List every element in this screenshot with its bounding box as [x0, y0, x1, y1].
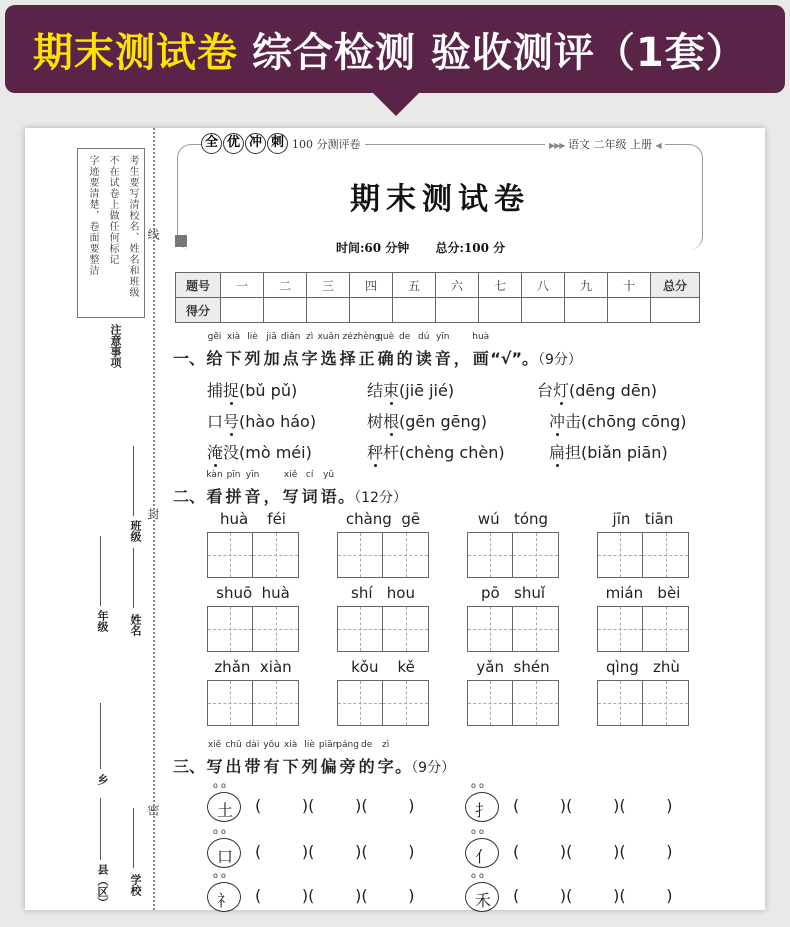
- question-prefix: 三、: [173, 757, 206, 776]
- item-reading[interactable]: 没(mò méi): [223, 443, 312, 462]
- radical-char: 口: [216, 847, 233, 866]
- grid-cell[interactable]: [513, 607, 558, 651]
- ruby-char: 点 diǎn: [280, 332, 301, 368]
- snail-radical-icon: [205, 781, 245, 824]
- ruby-pinyin: zì: [382, 740, 390, 750]
- score-cell[interactable]: [393, 298, 436, 323]
- grid-cell[interactable]: [598, 681, 643, 725]
- ruby-pinyin: xiě: [207, 740, 222, 750]
- brand-char: 全: [201, 133, 222, 154]
- grid-cell[interactable]: [643, 533, 688, 577]
- question-words: [205, 470, 338, 506]
- question-number: 四: [350, 273, 393, 298]
- ruby-pinyin: dú: [417, 332, 430, 342]
- class-label: 班级: [129, 520, 142, 542]
- question-tail: 。: [338, 487, 355, 506]
- dotted-char: 灯: [553, 378, 569, 401]
- question-1-title: [173, 332, 582, 369]
- snail-antenna: o: [479, 827, 484, 836]
- notice-box: [77, 148, 145, 318]
- writing-grid[interactable]: [597, 680, 689, 726]
- ruby-char: 给 gěi: [206, 332, 223, 368]
- ruby-char: 选 xuǎn: [317, 332, 340, 368]
- ruby-char: 写 xiě: [282, 470, 299, 506]
- answer-blanks[interactable]: ( )( )( ): [255, 842, 415, 861]
- question-score: （9分）: [537, 352, 582, 368]
- choice-item: [549, 440, 668, 463]
- snail-antenna: o: [471, 871, 476, 880]
- item-reading[interactable]: (bǔ pǔ): [239, 381, 298, 400]
- pinyin-prompt: pō shuǐ: [481, 584, 545, 602]
- notice-line-2: 不在试卷上做任何标记: [107, 155, 118, 265]
- grid-cell[interactable]: [643, 607, 688, 651]
- answer-blanks[interactable]: ( )( )( ): [513, 886, 673, 905]
- snail-antenna: o: [479, 871, 484, 880]
- grade-blank[interactable]: [100, 536, 101, 606]
- writing-grid[interactable]: [597, 532, 689, 578]
- ruby-pinyin: zì: [305, 332, 314, 342]
- snail-radical-icon: [205, 871, 245, 914]
- snail-antenna: o: [221, 827, 226, 836]
- ruby-char: 下 xià: [225, 332, 242, 368]
- snail-antenna: o: [221, 871, 226, 880]
- writing-grid[interactable]: [467, 680, 559, 726]
- snail-radical-icon: [463, 871, 503, 914]
- grid-cell[interactable]: [598, 533, 643, 577]
- brand-subtitle: 100 分测评卷: [292, 137, 361, 151]
- ruby-char: 带 dài: [244, 740, 261, 776]
- ruby-char: 确 què: [377, 332, 395, 368]
- ruby-pinyin: dài: [245, 740, 260, 750]
- grid-cell[interactable]: [468, 607, 513, 651]
- corner-square: [175, 235, 187, 247]
- question-number: 九: [565, 273, 608, 298]
- writing-grid[interactable]: [467, 532, 559, 578]
- snail-antenna: o: [213, 871, 218, 880]
- ruby-pinyin: liè: [304, 740, 315, 750]
- question-prefix: 一、: [173, 349, 206, 368]
- question-number: 一: [221, 273, 264, 298]
- pinyin-prompt: zhǎn xiàn: [214, 658, 292, 676]
- question-words: [205, 740, 395, 776]
- score-cell[interactable]: [221, 298, 264, 323]
- item-text: 口: [207, 412, 224, 431]
- score-table: [175, 272, 700, 323]
- ruby-char: 画 huà: [472, 332, 490, 368]
- ruby-char: 词 cí: [301, 470, 318, 506]
- ruby-pinyin: xià: [283, 740, 298, 750]
- ruby-char: 字 zì: [301, 332, 318, 368]
- grid-cell[interactable]: [338, 533, 383, 577]
- ruby-pinyin: de: [361, 740, 373, 750]
- pinyin-prompt: jīn tiān: [612, 510, 674, 528]
- snail-antenna: o: [471, 781, 476, 790]
- item-text: 树: [367, 412, 384, 431]
- item-reading[interactable]: (dēng dēn): [569, 381, 658, 400]
- ruby-pinyin: xiě: [283, 470, 298, 480]
- brand-char: 冲: [245, 133, 266, 154]
- radical-char: 土: [216, 801, 233, 820]
- grade-label: 年级: [96, 610, 109, 632]
- grid-cell[interactable]: [208, 607, 253, 651]
- writing-grid[interactable]: [467, 606, 559, 652]
- table-row: [176, 273, 700, 298]
- school-blank[interactable]: [133, 808, 134, 868]
- ruby-char: 的 de: [396, 332, 413, 368]
- county-blank[interactable]: [100, 798, 101, 860]
- row-label-score: 得分: [176, 298, 221, 323]
- ruby-pinyin: de: [399, 332, 411, 342]
- snail-antenna: o: [479, 781, 484, 790]
- item-reading[interactable]: 担(biǎn piān): [565, 443, 668, 462]
- dotted-char: 秤: [367, 440, 383, 463]
- writing-grid[interactable]: [207, 680, 299, 726]
- ruby-pinyin: pīn: [226, 470, 241, 480]
- ruby-char: 读 dú: [415, 332, 432, 368]
- question-words: [205, 332, 490, 368]
- grade-info: [545, 136, 665, 152]
- row-label-question: 题号: [176, 273, 221, 298]
- brand-badge: [201, 133, 365, 154]
- answer-blanks[interactable]: ( )( )( ): [513, 796, 673, 815]
- score-cell[interactable]: [522, 298, 565, 323]
- writing-grid[interactable]: [207, 606, 299, 652]
- dotted-char: 束: [383, 378, 399, 401]
- ruby-char: 列 liè: [301, 740, 318, 776]
- ruby-pinyin: cí: [305, 470, 314, 480]
- exam-paper: [25, 128, 765, 910]
- dotted-char: 根: [383, 409, 399, 432]
- snail-antenna: o: [221, 781, 226, 790]
- pinyin-prompt: chàng gē: [345, 510, 421, 528]
- snail-radical-icon: [463, 827, 503, 870]
- township-label: 乡: [96, 774, 109, 785]
- pinyin-prompt: shuō huà: [216, 584, 290, 602]
- grid-cell[interactable]: [643, 681, 688, 725]
- question-number: 七: [479, 273, 522, 298]
- answer-blanks[interactable]: ( )( )( ): [255, 796, 415, 815]
- banner-arrow: [372, 92, 420, 116]
- ruby-pinyin: jiā: [266, 332, 277, 342]
- snail-antenna: o: [471, 827, 476, 836]
- choice-item: [549, 409, 687, 432]
- grid-cell[interactable]: [338, 607, 383, 651]
- ruby-char: 择 zé: [339, 332, 356, 368]
- ruby-pinyin: yǒu: [263, 740, 280, 750]
- notice-line-1: 考生要写清校名、姓名和班级: [127, 155, 138, 298]
- banner-highlight: 期末测试卷: [33, 29, 238, 76]
- ruby-pinyin: huà: [472, 332, 490, 342]
- question-tail: 。: [395, 757, 412, 776]
- ruby-char: 看 kàn: [206, 470, 223, 506]
- item-text: 捕: [207, 381, 224, 400]
- dotted-char: 淹: [207, 440, 223, 463]
- radical-char: 禾: [474, 891, 491, 910]
- binding-dotted-line: [153, 128, 155, 910]
- grid-cell[interactable]: [383, 607, 428, 651]
- time-limit: 时间:60 分钟: [336, 241, 410, 255]
- seal-seal-char: 封: [146, 508, 160, 520]
- ruby-pinyin: xuǎn: [317, 332, 340, 342]
- ruby-char: 语 yǔ: [320, 470, 337, 506]
- ruby-pinyin: liè: [247, 332, 258, 342]
- triangles-icon: ▶▶▶: [549, 141, 565, 150]
- ruby-pinyin: yǔ: [323, 470, 335, 480]
- snail-antenna: o: [213, 827, 218, 836]
- score-cell[interactable]: [436, 298, 479, 323]
- ruby-char: 加 jiā: [263, 332, 280, 368]
- ruby-pinyin: chū: [225, 740, 242, 750]
- snail-radical-icon: [463, 781, 503, 824]
- triangles-left-icon: ◀: [655, 141, 661, 150]
- notice-line-3: 字迹要清楚，卷面要整洁: [87, 155, 98, 276]
- seal-line-char: 线: [146, 228, 160, 240]
- writing-grid[interactable]: [337, 532, 429, 578]
- item-reading[interactable]: (gēn gēng): [399, 412, 488, 431]
- choice-item: [207, 440, 312, 463]
- item-reading[interactable]: (hào háo): [239, 412, 317, 431]
- grid-cell[interactable]: [468, 533, 513, 577]
- total-score: 总分:100 分: [435, 241, 506, 255]
- ruby-pinyin: gěi: [207, 332, 222, 342]
- seal-secret-char: 密: [146, 804, 160, 816]
- snail-antenna: o: [213, 781, 218, 790]
- ruby-pinyin: piān: [318, 740, 339, 750]
- answer-blanks[interactable]: ( )( )( ): [255, 886, 415, 905]
- question-tail: “√”。: [490, 349, 538, 368]
- grid-cell[interactable]: [383, 681, 428, 725]
- ruby-char: 字 zì: [377, 740, 394, 776]
- ruby-pinyin: yīn: [435, 332, 450, 342]
- choice-item: [367, 409, 487, 432]
- total-score-cell[interactable]: [651, 298, 700, 323]
- name-blank[interactable]: [133, 548, 134, 608]
- question-number: 十: [608, 273, 651, 298]
- grid-cell[interactable]: [598, 607, 643, 651]
- writing-grid[interactable]: [337, 606, 429, 652]
- ruby-char: 音 yīn: [434, 332, 451, 368]
- question-number: 五: [393, 273, 436, 298]
- pinyin-prompt: yǎn shén: [476, 658, 550, 676]
- writing-grid[interactable]: [337, 680, 429, 726]
- pinyin-prompt: mián bèi: [605, 584, 681, 602]
- grid-cell[interactable]: [253, 533, 298, 577]
- grid-cell[interactable]: [468, 681, 513, 725]
- time-info: [330, 239, 511, 256]
- question-3-title: [173, 740, 456, 777]
- item-reading[interactable]: 杆(chèng chèn): [383, 443, 505, 462]
- answer-blanks[interactable]: ( )( )( ): [513, 842, 673, 861]
- banner-subtitle: 综合检测 验收测评（1套）: [252, 29, 747, 76]
- question-score: （12分）: [354, 490, 407, 506]
- ruby-pinyin: què: [377, 332, 395, 342]
- choice-item: [537, 378, 657, 401]
- ruby-pinyin: zhèng: [352, 332, 381, 342]
- score-cell[interactable]: [479, 298, 522, 323]
- ruby-char: 音 yīn: [244, 470, 261, 506]
- ruby-char: 正 zhèng: [352, 332, 381, 368]
- pinyin-prompt: shí hou: [351, 584, 415, 602]
- score-cell[interactable]: [350, 298, 393, 323]
- county-label: 县（区）: [96, 864, 109, 908]
- radical-char: 扌: [474, 801, 491, 820]
- grid-cell[interactable]: [253, 607, 298, 651]
- ruby-char: 拼 pīn: [225, 470, 242, 506]
- ruby-char: 旁 páng: [336, 740, 359, 776]
- choice-item: [367, 378, 454, 401]
- ruby-char: 列 liè: [244, 332, 261, 368]
- grid-cell[interactable]: [513, 533, 558, 577]
- ruby-char: 偏 piān: [318, 740, 339, 776]
- pinyin-prompt: huà féi: [220, 510, 286, 528]
- exam-title: 期末测试卷: [350, 182, 530, 217]
- item-text: 台: [537, 381, 554, 400]
- top-banner: [5, 5, 785, 93]
- ruby-char: 出 chū: [225, 740, 242, 776]
- name-label: 姓名: [129, 614, 142, 636]
- dotted-char: 扁: [549, 440, 565, 463]
- pinyin-prompt: qìng zhù: [606, 658, 680, 676]
- item-reading[interactable]: 击(chōng cōng): [565, 412, 687, 431]
- school-label: 学校: [129, 874, 142, 896]
- dotted-char: 捉: [223, 378, 239, 401]
- choice-item: [207, 409, 316, 432]
- ruby-pinyin: zé: [342, 332, 353, 342]
- ruby-pinyin: kàn: [206, 470, 223, 480]
- grid-cell[interactable]: [208, 681, 253, 725]
- question-number: 八: [522, 273, 565, 298]
- brand-char: 刺: [267, 133, 288, 154]
- grid-cell[interactable]: [253, 681, 298, 725]
- total-label: 总分: [651, 273, 700, 298]
- dotted-char: 号: [223, 409, 239, 432]
- writing-grid[interactable]: [597, 606, 689, 652]
- radical-char: 礻: [216, 891, 233, 910]
- question-2-title: [173, 470, 407, 507]
- pinyin-prompt: kǒu kě: [351, 658, 415, 676]
- ruby-pinyin: yīn: [245, 470, 260, 480]
- snail-radical-icon: [205, 827, 245, 870]
- choice-item: [367, 440, 505, 463]
- notice-label: 注意事项: [109, 324, 122, 368]
- ruby-pinyin: xià: [226, 332, 241, 342]
- pinyin-prompt: wú tóng: [477, 510, 549, 528]
- question-score: （9分）: [411, 760, 456, 776]
- brand-char: 优: [223, 133, 244, 154]
- grade-info-text: 语文 二年级 上册: [567, 138, 652, 151]
- grid-cell[interactable]: [208, 533, 253, 577]
- question-number: 二: [264, 273, 307, 298]
- class-blank[interactable]: [133, 446, 134, 516]
- score-cell[interactable]: [307, 298, 350, 323]
- score-cell[interactable]: [608, 298, 651, 323]
- ruby-char: 有 yǒu: [263, 740, 280, 776]
- ruby-char: ，: [263, 487, 280, 506]
- question-prefix: 二、: [173, 487, 206, 506]
- ruby-char: 写 xiě: [206, 740, 223, 776]
- item-text: 结: [367, 381, 384, 400]
- dotted-char: 冲: [549, 409, 565, 432]
- ruby-pinyin: diǎn: [280, 332, 301, 342]
- grid-cell[interactable]: [513, 681, 558, 725]
- ruby-pinyin: páng: [336, 740, 359, 750]
- grid-cell[interactable]: [383, 533, 428, 577]
- ruby-char: ，: [453, 349, 470, 368]
- ruby-char: 下 xià: [282, 740, 299, 776]
- item-reading[interactable]: (jiē jié): [399, 381, 455, 400]
- score-cell[interactable]: [264, 298, 307, 323]
- ruby-char: 的 de: [358, 740, 375, 776]
- grid-cell[interactable]: [338, 681, 383, 725]
- table-row: [176, 298, 700, 323]
- question-number: 六: [436, 273, 479, 298]
- choice-item: [207, 378, 297, 401]
- question-number: 三: [307, 273, 350, 298]
- writing-grid[interactable]: [207, 532, 299, 578]
- radical-char: 亻: [474, 847, 491, 866]
- score-cell[interactable]: [565, 298, 608, 323]
- township-blank[interactable]: [100, 703, 101, 769]
